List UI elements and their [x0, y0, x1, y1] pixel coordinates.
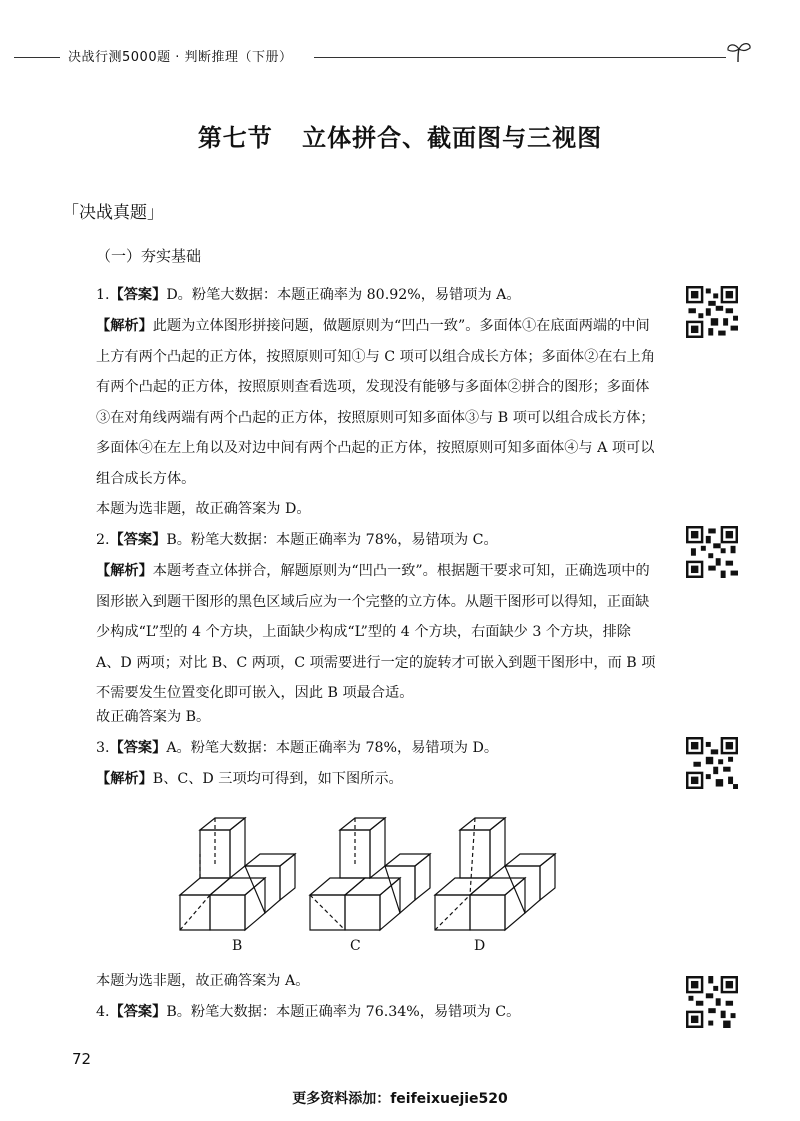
q2-answer-text: B。粉笔大数据：本题正确率为 78%，易错项为 C。	[166, 532, 498, 548]
header-text: 决战行测5000题 · 判断推理（下册）	[68, 50, 293, 65]
q1-explanation-label: 【解析】	[96, 318, 153, 334]
q1-answer-label: 【答案】	[109, 287, 167, 303]
q3-answer-label: 【答案】	[109, 740, 167, 756]
sprout-icon	[724, 40, 754, 64]
q4-answer-label: 【答案】	[109, 1004, 167, 1020]
page-number: 72	[72, 1050, 92, 1068]
q3-explanation	[96, 764, 656, 795]
q4-answer-text: B。粉笔大数据：本题正确率为 76.34%，易错项为 C。	[166, 1004, 521, 1020]
figure-b-solid	[180, 818, 295, 930]
q3-conclusion: 本题为选非题，故正确答案为 A。	[96, 973, 310, 989]
q1-explanation	[96, 311, 656, 495]
q2-conclusion: 故正确答案为 B。	[96, 709, 211, 725]
figure-label-b: B	[232, 938, 243, 954]
q3-figure	[170, 800, 570, 960]
section-title	[0, 118, 800, 153]
q1-conclusion: 本题为选非题，故正确答案为 D。	[96, 501, 311, 517]
figure-d-solid	[435, 818, 555, 930]
footer-note: 更多资料添加：feifeixuejie520	[292, 1091, 508, 1107]
figure-label-d: D	[474, 938, 486, 954]
q1-explanation-text: 此题为立体图形拼接问题，做题原则为“凹凸一致”。多面体①在底面两端的中间上方有两个凸起的正方体，按照原则可知①与 C 项可以组合成长方体；多面体②在右上角有两个凸起的正方体，按照原则查看选项，发现没有能够与多面体②拼合的图形；多面体③在对角线两端有两个凸起的正方体，按照原则可知多面体③与 B 项可以组合成长方体；多面体④在左上角以及对边中间有两个凸起的正方体，按照原则可知多面体④与 A 项可以组合成长方体。	[96, 318, 656, 487]
q2-explanation	[96, 556, 656, 709]
header-rule-right	[314, 57, 726, 58]
q2-number: 2.	[96, 532, 110, 548]
section-name: 立体拼合、截面图与三视图	[302, 124, 603, 152]
qr-code-icon[interactable]	[686, 286, 738, 338]
q1-answer-text: D。粉笔大数据：本题正确率为 80.92%，易错项为 A。	[166, 287, 521, 303]
q1-number: 1.	[96, 287, 110, 303]
section-number: 第七节	[197, 124, 273, 152]
q2-explanation-text: 本题考查立体拼合，解题原则为“凹凸一致”。根据题干要求可知，正确选项中的图形嵌入到题干图形的黑色区域后应为一个完整的立方体。从题干图形可以得知，正面缺少构成“L”型的 4 个方块，上面缺少构成“L”型的 4 个方块，右面缺少 3 个方块，排除 A、D 两项；对比 B、C 两项，C 项需要进行一定的旋转才可嵌入到题干图形中，而 B 项不需要发生位置变化即可嵌入，因此 B 项最合适。	[96, 563, 656, 702]
q2-answer	[96, 525, 656, 556]
figure-c-solid	[310, 818, 430, 930]
q3-explanation-text: B、C、D 三项均可得到，如下图所示。	[152, 771, 403, 787]
q1-answer	[96, 280, 656, 311]
q3-explanation-label: 【解析】	[96, 771, 153, 787]
q2-explanation-label: 【解析】	[96, 563, 153, 579]
q4-answer	[96, 997, 656, 1028]
q3-answer-text: A。粉笔大数据：本题正确率为 78%，易错项为 D。	[166, 740, 499, 756]
running-header	[14, 44, 754, 68]
q4-number: 4.	[96, 1004, 110, 1020]
figure-label-c: C	[350, 938, 361, 954]
subhead-basics: （一）夯实基础	[96, 247, 202, 265]
qr-code-icon[interactable]	[686, 526, 738, 578]
q3-number: 3.	[96, 740, 110, 756]
subhead-real-questions: 「决战真题」	[62, 203, 164, 223]
q2-answer-label: 【答案】	[109, 532, 167, 548]
qr-code-icon[interactable]	[686, 737, 738, 789]
header-rule-left	[14, 57, 60, 58]
qr-code-icon[interactable]	[686, 976, 738, 1028]
q3-answer	[96, 733, 656, 764]
